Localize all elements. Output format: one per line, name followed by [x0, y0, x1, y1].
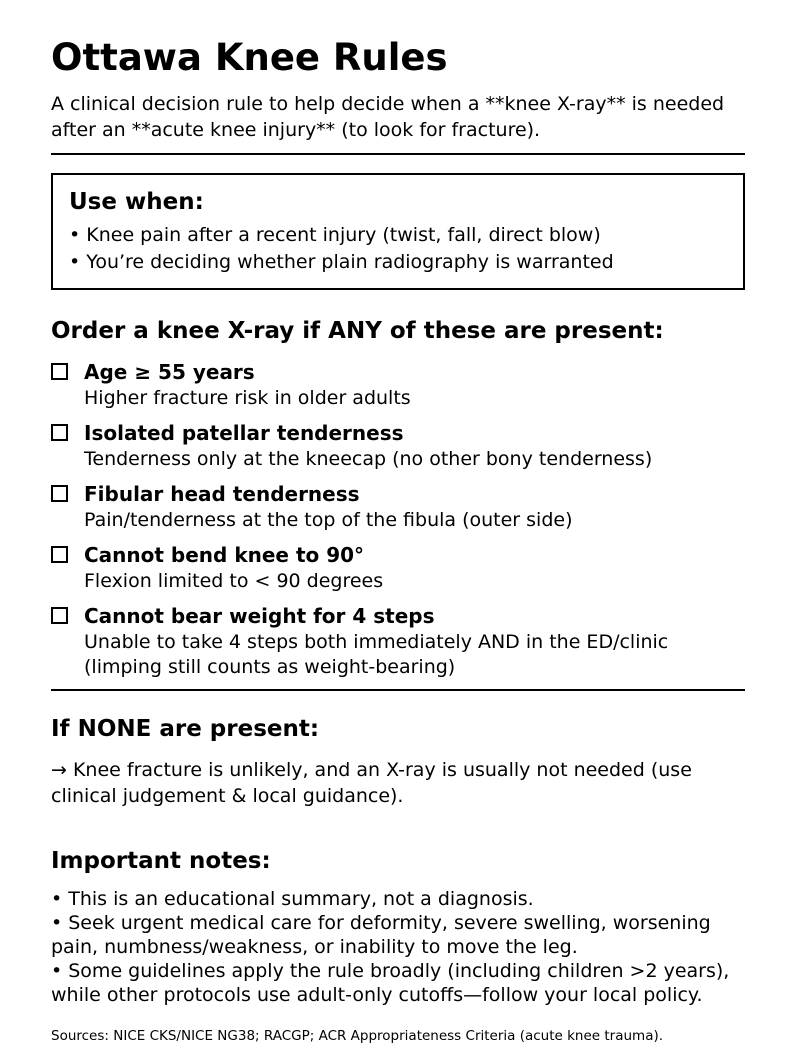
use-when-bullets: [69, 222, 727, 276]
checkbox-age[interactable]: [51, 363, 68, 380]
criteria-item-bend-knee: [51, 542, 745, 594]
criteria-title: Cannot bear weight for 4 steps: [84, 604, 435, 628]
page-title: Ottawa Knee Rules: [51, 36, 448, 79]
criteria-text: [84, 420, 745, 472]
criteria-title: Isolated patellar tenderness: [84, 421, 404, 445]
sources-text: Sources: NICE CKS/NICE NG38; RACGP; ACR Appropriateness Criteria (acute knee trauma).: [51, 1028, 664, 1044]
criteria-heading: Order a knee X-ray if ANY of these are present:: [51, 318, 664, 344]
none-present-heading: If NONE are present:: [51, 716, 320, 742]
page-subtitle: A clinical decision rule to help decide when a **knee X-ray** is needed after an **acute knee injury** (to look for fracture).: [51, 93, 725, 141]
use-when-box: [51, 173, 745, 290]
checkbox-bear-weight[interactable]: [51, 607, 68, 624]
criteria-item-bear-weight: [51, 603, 745, 680]
divider-middle: [51, 689, 745, 691]
divider-top: [51, 153, 745, 155]
criteria-description: Higher fracture risk in older adults: [84, 387, 411, 409]
important-notes-heading: Important notes:: [51, 848, 271, 874]
note-item: • Seek urgent medical care for deformity, severe swelling, worsening pain, numbness/weakness, or inability to move the leg.: [51, 911, 745, 959]
use-when-heading: Use when:: [69, 189, 204, 215]
use-when-bullet: • Knee pain after a recent injury (twist, fall, direct blow): [69, 222, 727, 249]
criteria-title: Cannot bend knee to 90°: [84, 543, 365, 567]
important-notes-list: [51, 887, 745, 1007]
use-when-bullet: • You’re deciding whether plain radiography is warranted: [69, 249, 727, 276]
criteria-text: [84, 542, 745, 594]
criteria-item-patellar-tenderness: [51, 420, 745, 472]
criteria-description: Tenderness only at the kneecap (no other bony tenderness): [84, 448, 653, 470]
criteria-item-age: [51, 359, 745, 411]
criteria-description: Unable to take 4 steps both immediately AND in the ED/clinic (limping still counts as weight-bearing): [84, 631, 669, 678]
criteria-title: Fibular head tenderness: [84, 482, 360, 506]
criteria-item-fibular-head: [51, 481, 745, 533]
checkbox-bend-knee[interactable]: [51, 546, 68, 563]
checkbox-patellar-tenderness[interactable]: [51, 424, 68, 441]
checkbox-fibular-head[interactable]: [51, 485, 68, 502]
note-item: • This is an educational summary, not a diagnosis.: [51, 887, 745, 911]
criteria-text: [84, 603, 745, 680]
criteria-description: Pain/tenderness at the top of the fibula (outer side): [84, 509, 573, 531]
note-item: • Some guidelines apply the rule broadly (including children >2 years), while other protocols use adult-only cutoffs—follow your local policy.: [51, 959, 745, 1007]
criteria-title: Age ≥ 55 years: [84, 360, 255, 384]
criteria-text: [84, 359, 745, 411]
criteria-list: [51, 359, 745, 680]
criteria-text: [84, 481, 745, 533]
none-present-text: → Knee fracture is unlikely, and an X-ray is usually not needed (use clinical judgement & local guidance).: [51, 759, 692, 807]
criteria-description: Flexion limited to < 90 degrees: [84, 570, 384, 592]
